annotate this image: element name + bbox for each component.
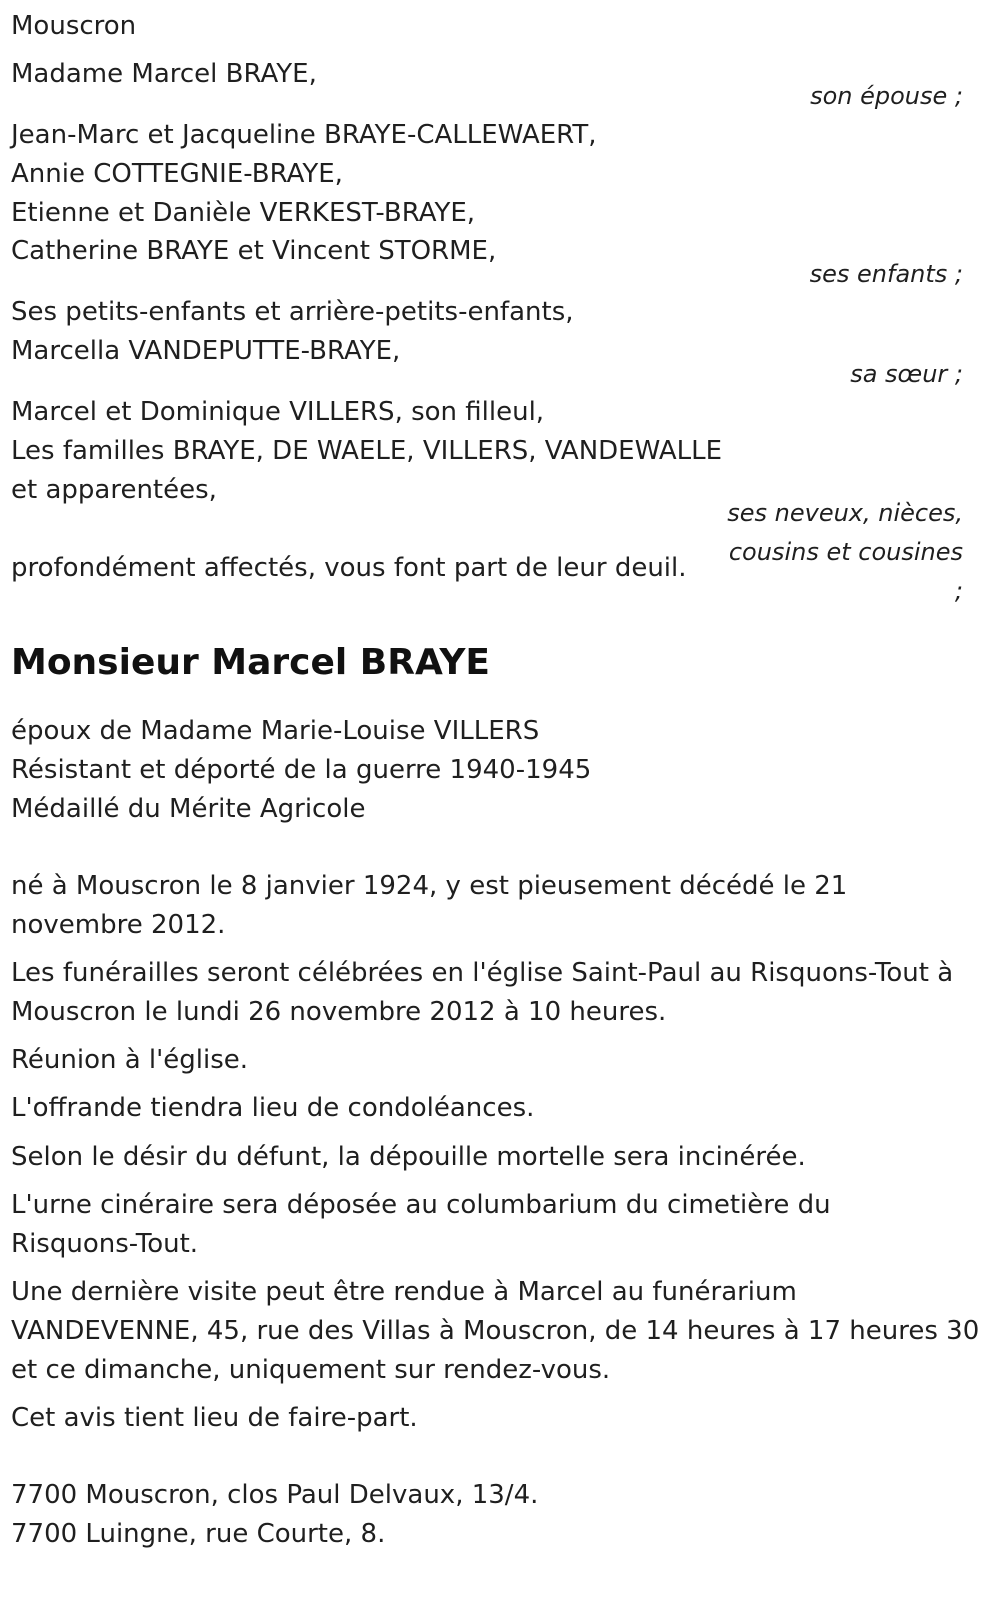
sister-role: sa sœur ;: [850, 360, 963, 388]
relatives-line: Les familles BRAYE, DE WAELE, VILLERS, VANDEWALLE: [11, 436, 723, 466]
sister-line: Marcella VANDEPUTTE-BRAYE,: [11, 336, 401, 366]
urn-line: Risquons-Tout.: [11, 1229, 199, 1259]
children-line: Jean-Marc et Jacqueline BRAYE-CALLEWAERT,: [11, 120, 597, 150]
relatives-line: et apparentées,: [11, 475, 217, 505]
birth-death-line: né à Mouscron le 8 janvier 1924, y est pieusement décédé le 21: [11, 871, 848, 901]
visit-line: VANDEVENNE, 45, rue des Villas à Mouscron, de 14 heures à 17 heures 30: [11, 1316, 980, 1346]
children-line: Annie COTTEGNIE-BRAYE,: [11, 159, 343, 189]
spouse-line: Madame Marcel BRAYE,: [11, 59, 317, 89]
sister-line: Ses petits-enfants et arrière-petits-enfants,: [11, 297, 574, 327]
children-line: Catherine BRAYE et Vincent STORME,: [11, 236, 497, 266]
funeral-line: Mouscron le lundi 26 novembre 2012 à 10 heures.: [11, 997, 667, 1027]
children-line: Etienne et Danièle VERKEST-BRAYE,: [11, 198, 476, 228]
relatives-role-line: ;: [954, 577, 963, 605]
gathering-line: Réunion à l'église.: [11, 1045, 249, 1075]
urn-line: L'urne cinéraire sera déposée au columbarium du cimetière du: [11, 1190, 831, 1220]
relatives-line: Marcel et Dominique VILLERS, son filleul,: [11, 397, 545, 427]
address-line: 7700 Mouscron, clos Paul Delvaux, 13/4.: [11, 1480, 539, 1510]
deceased-name: Monsieur Marcel BRAYE: [11, 642, 491, 683]
offering-line: L'offrande tiendra lieu de condoléances.: [11, 1093, 535, 1123]
relatives-role-line: ses neveux, nièces,: [727, 499, 963, 527]
cremation-line: Selon le désir du défunt, la dépouille mortelle sera incinérée.: [11, 1142, 806, 1172]
spouse-role: son épouse ;: [810, 82, 963, 110]
deceased-detail: Médaillé du Mérite Agricole: [11, 794, 366, 824]
visit-line: Une dernière visite peut être rendue à Marcel au funérarium: [11, 1277, 797, 1307]
birth-death-line: novembre 2012.: [11, 910, 226, 940]
closing-line: profondément affectés, vous font part de leur deuil.: [11, 553, 687, 583]
address-line: 7700 Luingne, rue Courte, 8.: [11, 1519, 386, 1549]
city-heading: Mouscron: [11, 11, 137, 41]
funeral-line: Les funérailles seront célébrées en l'église Saint-Paul au Risquons-Tout à: [11, 958, 954, 988]
children-role: ses enfants ;: [809, 260, 963, 288]
visit-line: et ce dimanche, uniquement sur rendez-vous.: [11, 1355, 611, 1385]
notice-line: Cet avis tient lieu de faire-part.: [11, 1403, 418, 1433]
relatives-role-line: cousins et cousines: [728, 538, 963, 566]
deceased-detail: époux de Madame Marie-Louise VILLERS: [11, 716, 540, 746]
deceased-detail: Résistant et déporté de la guerre 1940-1945: [11, 755, 592, 785]
